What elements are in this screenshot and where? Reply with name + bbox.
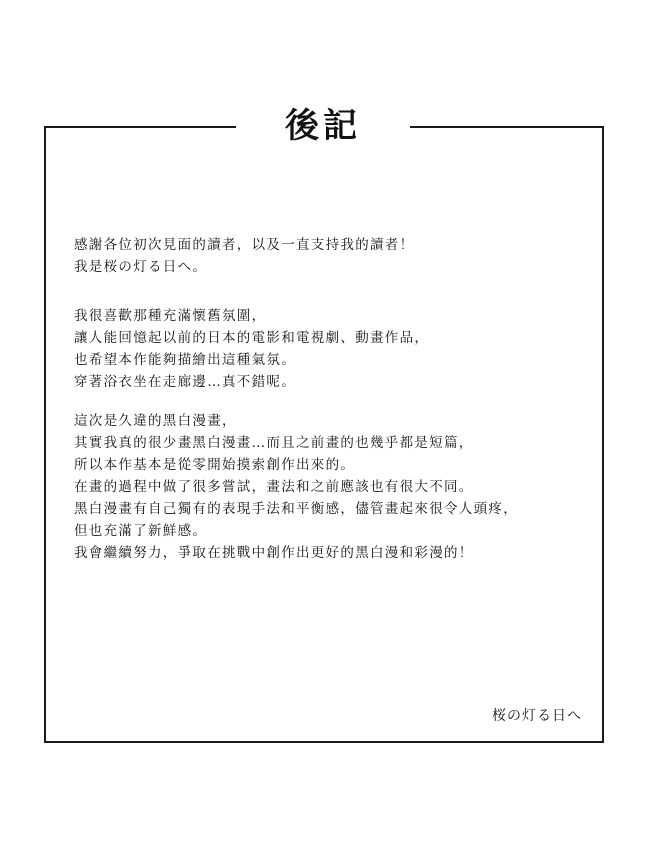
paragraph-monochrome xyxy=(74,410,518,564)
text-line: 其實我真的很少畫黑白漫畫…而且之前畫的也幾乎都是短篇， xyxy=(74,435,474,451)
text-line: 這次是久違的黑白漫畫， xyxy=(74,413,237,429)
page-title: 後記 xyxy=(285,106,361,146)
text-line: 我是桜の灯る日へ。 xyxy=(74,259,208,275)
text-line: 我會繼續努力，爭取在挑戰中創作出更好的黑白漫和彩漫的！ xyxy=(74,545,474,561)
text-line: 黑白漫畫有自己獨有的表現手法和平衡感，儘管畫起來很令人頭疼， xyxy=(74,501,518,517)
text-line: 但也充滿了新鮮感。 xyxy=(74,523,208,539)
paragraph-nostalgia xyxy=(74,305,429,393)
text-line: 感謝各位初次見面的讀者，以及一直支持我的讀者！ xyxy=(74,237,415,253)
text-line: 我很喜歡那種充滿懷舊氛圍， xyxy=(74,308,267,324)
text-line: 也希望本作能夠描繪出這種氣氛。 xyxy=(74,352,296,368)
author-signature: 桜の灯る日へ xyxy=(492,708,582,724)
text-line: 所以本作基本是從零開始摸索創作出來的。 xyxy=(74,457,356,473)
text-line: 穿著浴衣坐在走廊邊…真不錯呢。 xyxy=(74,374,296,390)
text-line: 讓人能回憶起以前的日本的電影和電視劇、動畫作品， xyxy=(74,330,430,346)
paragraph-greeting xyxy=(74,234,414,278)
text-line: 在畫的過程中做了很多嘗試，畫法和之前應該也有很大不同。 xyxy=(74,479,474,495)
